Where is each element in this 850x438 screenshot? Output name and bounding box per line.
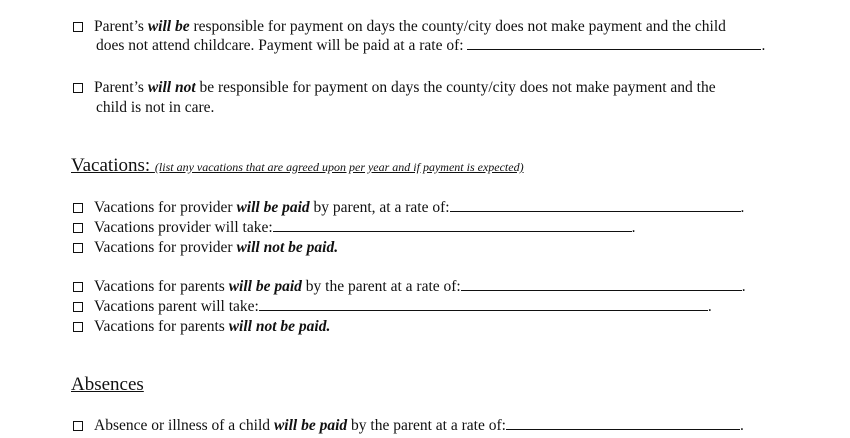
provider-vacation-unpaid-option: Vacations for provider will not be paid. (73, 238, 338, 258)
checkbox[interactable] (73, 203, 83, 213)
checkbox[interactable] (73, 223, 83, 233)
parent-vacation-paid-option: Vacations for parents will be paid by the parent at a rate of: . (73, 277, 746, 297)
parent-will-be-rate-line: does not attend childcare. Payment will be paid at a rate of: . (96, 37, 766, 54)
vacation-blank[interactable] (273, 218, 632, 232)
parent-will-not-line2: child is not in care. (96, 99, 215, 116)
checkbox[interactable] (73, 302, 83, 312)
parent-vacation-unpaid-option: Vacations for parents will not be paid. (73, 317, 330, 337)
vacation-blank[interactable] (259, 297, 708, 311)
absences-heading: Absences (71, 374, 144, 395)
rate-blank[interactable] (450, 198, 741, 212)
parent-will-be-option: Parent’s will be responsible for payment on days the county/city does not make payment and the child (73, 17, 726, 37)
checkbox[interactable] (73, 322, 83, 332)
parent-vacation-take-option: Vacations parent will take: . (73, 297, 712, 317)
rate-blank[interactable] (461, 277, 742, 291)
checkbox[interactable] (73, 22, 83, 32)
vacations-heading: Vacations: (list any vacations that are agreed upon per year and if payment is expected) (71, 155, 524, 176)
checkbox[interactable] (73, 243, 83, 253)
checkbox[interactable] (73, 421, 83, 431)
absence-paid-option: Absence or illness of a child will be paid by the parent at a rate of: . (73, 416, 744, 436)
checkbox[interactable] (73, 83, 83, 93)
checkbox[interactable] (73, 282, 83, 292)
rate-blank[interactable] (467, 36, 761, 50)
parent-will-not-option: Parent’s will not be responsible for payment on days the county/city does not make payment and the (73, 78, 716, 98)
provider-vacation-take-option: Vacations provider will take: . (73, 218, 636, 238)
rate-blank[interactable] (506, 416, 740, 430)
provider-vacation-paid-option: Vacations for provider will be paid by parent, at a rate of: . (73, 198, 744, 218)
